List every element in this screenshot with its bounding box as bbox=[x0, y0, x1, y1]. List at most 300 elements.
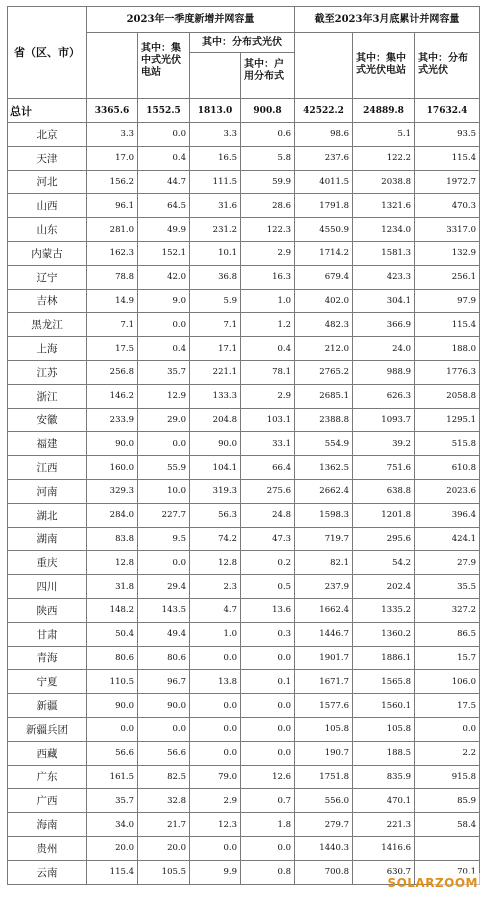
cum-distributed-cell: 85.9 bbox=[415, 789, 480, 813]
province-name-cell: 黑龙江 bbox=[8, 313, 87, 337]
new-centralized-cell: 143.5 bbox=[138, 598, 190, 622]
cum-centralized-cell: 1234.0 bbox=[353, 218, 415, 242]
cum-distributed-cell: 610.8 bbox=[415, 456, 480, 480]
new-household-cell: 0.0 bbox=[241, 717, 295, 741]
table-row bbox=[8, 598, 480, 622]
new-total-cell: 156.2 bbox=[87, 170, 138, 194]
new-household-cell: 2.9 bbox=[241, 241, 295, 265]
cum-total-cell: 556.0 bbox=[295, 789, 353, 813]
cum-distributed-cell: 1972.7 bbox=[415, 170, 480, 194]
new-household-cell: 13.6 bbox=[241, 598, 295, 622]
new-distributed-cell: 319.3 bbox=[190, 479, 241, 503]
new-distributed-cell: 9.9 bbox=[190, 860, 241, 884]
new-household-cell: 78.1 bbox=[241, 360, 295, 384]
new-distributed-cell: 5.9 bbox=[190, 289, 241, 313]
new-total-header-blank bbox=[87, 33, 138, 99]
province-name-cell: 西藏 bbox=[8, 741, 87, 765]
cum-total-cell: 1440.3 bbox=[295, 836, 353, 860]
cum-distributed-cell: 132.9 bbox=[415, 241, 480, 265]
new-household-cell: 1.8 bbox=[241, 813, 295, 837]
table-row bbox=[8, 575, 480, 599]
header-row-1 bbox=[8, 7, 480, 33]
province-name-cell: 北京 bbox=[8, 123, 87, 147]
table-row bbox=[8, 646, 480, 670]
cum-distributed-cell: 58.4 bbox=[415, 813, 480, 837]
cum-distributed-cell: 3317.0 bbox=[415, 218, 480, 242]
new-household-cell: 122.3 bbox=[241, 218, 295, 242]
cum-distributed-cell: 2.2 bbox=[415, 741, 480, 765]
distributed-new-header: 其中：分布式光伏 bbox=[190, 33, 295, 53]
province-name-cell: 云南 bbox=[8, 860, 87, 884]
province-name-cell: 辽宁 bbox=[8, 265, 87, 289]
new-total-cell: 20.0 bbox=[87, 836, 138, 860]
province-name-cell: 天津 bbox=[8, 146, 87, 170]
cum-total-cell: 482.3 bbox=[295, 313, 353, 337]
cum-centralized-cell: 366.9 bbox=[353, 313, 415, 337]
new-total-cell: 90.0 bbox=[87, 694, 138, 718]
new-distributed-cell: 13.8 bbox=[190, 670, 241, 694]
new-household-cell: 66.4 bbox=[241, 456, 295, 480]
table-row bbox=[8, 170, 480, 194]
cum-distributed-cell: 327.2 bbox=[415, 598, 480, 622]
cum-centralized-cell: 24889.8 bbox=[353, 99, 415, 123]
cum-centralized-cell: 1093.7 bbox=[353, 408, 415, 432]
new-centralized-cell: 44.7 bbox=[138, 170, 190, 194]
table-row bbox=[8, 218, 480, 242]
new-distributed-cell: 1.0 bbox=[190, 622, 241, 646]
cum-total-cell: 1751.8 bbox=[295, 765, 353, 789]
new-household-cell: 900.8 bbox=[241, 99, 295, 123]
new-distributed-cell: 2.3 bbox=[190, 575, 241, 599]
new-centralized-cell: 90.0 bbox=[138, 694, 190, 718]
table-row bbox=[8, 789, 480, 813]
new-centralized-cell: 0.4 bbox=[138, 146, 190, 170]
new-total-cell: 17.0 bbox=[87, 146, 138, 170]
new-distributed-cell: 111.5 bbox=[190, 170, 241, 194]
cum-total-cell: 1791.8 bbox=[295, 194, 353, 218]
province-name-cell: 河北 bbox=[8, 170, 87, 194]
centralized-cum-header: 其中：集中式光伏电站 bbox=[353, 33, 415, 99]
new-centralized-cell: 42.0 bbox=[138, 265, 190, 289]
new-centralized-cell: 9.0 bbox=[138, 289, 190, 313]
cum-total-cell: 4011.5 bbox=[295, 170, 353, 194]
cum-centralized-cell: 638.8 bbox=[353, 479, 415, 503]
cum-centralized-cell: 304.1 bbox=[353, 289, 415, 313]
province-name-cell: 河南 bbox=[8, 479, 87, 503]
cum-centralized-cell: 5.1 bbox=[353, 123, 415, 147]
table-row bbox=[8, 337, 480, 361]
solarzoom-watermark: SOLARZOOM bbox=[387, 876, 478, 890]
cum-distributed-cell: 35.5 bbox=[415, 575, 480, 599]
new-household-cell: 0.0 bbox=[241, 836, 295, 860]
cum-distributed-cell: 515.8 bbox=[415, 432, 480, 456]
new-total-cell: 162.3 bbox=[87, 241, 138, 265]
new-total-cell: 284.0 bbox=[87, 503, 138, 527]
new-centralized-cell: 35.7 bbox=[138, 360, 190, 384]
cum-centralized-cell: 295.6 bbox=[353, 527, 415, 551]
new-total-cell: 110.5 bbox=[87, 670, 138, 694]
cum-total-cell: 190.7 bbox=[295, 741, 353, 765]
new-total-cell: 329.3 bbox=[87, 479, 138, 503]
cum-distributed-cell: 2058.8 bbox=[415, 384, 480, 408]
new-household-cell: 28.6 bbox=[241, 194, 295, 218]
cumulative-capacity-group-header: 截至2023年3月底累计并网容量 bbox=[295, 7, 480, 33]
new-total-cell: 83.8 bbox=[87, 527, 138, 551]
cum-total-cell: 679.4 bbox=[295, 265, 353, 289]
cum-distributed-cell: 106.0 bbox=[415, 670, 480, 694]
cum-total-cell: 1446.7 bbox=[295, 622, 353, 646]
new-household-cell: 0.4 bbox=[241, 337, 295, 361]
cum-centralized-cell: 188.5 bbox=[353, 741, 415, 765]
cum-total-cell: 237.6 bbox=[295, 146, 353, 170]
new-household-cell: 0.6 bbox=[241, 123, 295, 147]
new-total-cell: 7.1 bbox=[87, 313, 138, 337]
pv-capacity-table bbox=[7, 6, 480, 885]
new-centralized-cell: 0.0 bbox=[138, 313, 190, 337]
cum-total-cell: 2685.1 bbox=[295, 384, 353, 408]
cum-centralized-cell: 988.9 bbox=[353, 360, 415, 384]
new-centralized-cell: 56.6 bbox=[138, 741, 190, 765]
new-total-cell: 80.6 bbox=[87, 646, 138, 670]
new-distributed-cell: 4.7 bbox=[190, 598, 241, 622]
province-name-cell: 海南 bbox=[8, 813, 87, 837]
cum-distributed-cell: 115.4 bbox=[415, 146, 480, 170]
province-name-cell: 广东 bbox=[8, 765, 87, 789]
table-row bbox=[8, 146, 480, 170]
table-body bbox=[8, 7, 480, 885]
province-name-cell: 青海 bbox=[8, 646, 87, 670]
cum-centralized-cell: 1360.2 bbox=[353, 622, 415, 646]
table-row bbox=[8, 622, 480, 646]
new-capacity-group-header: 2023年一季度新增并网容量 bbox=[87, 7, 295, 33]
table-row bbox=[8, 194, 480, 218]
cum-centralized-cell: 24.0 bbox=[353, 337, 415, 361]
cum-total-cell: 1598.3 bbox=[295, 503, 353, 527]
new-household-cell: 0.5 bbox=[241, 575, 295, 599]
new-centralized-cell: 20.0 bbox=[138, 836, 190, 860]
cum-centralized-cell: 1886.1 bbox=[353, 646, 415, 670]
table-row bbox=[8, 551, 480, 575]
new-centralized-cell: 0.0 bbox=[138, 123, 190, 147]
cum-distributed-cell: 17632.4 bbox=[415, 99, 480, 123]
new-household-cell: 24.8 bbox=[241, 503, 295, 527]
cum-centralized-cell: 1560.1 bbox=[353, 694, 415, 718]
cum-total-cell: 4550.9 bbox=[295, 218, 353, 242]
province-name-cell: 四川 bbox=[8, 575, 87, 599]
new-distributed-cell: 36.8 bbox=[190, 265, 241, 289]
cum-centralized-cell: 470.1 bbox=[353, 789, 415, 813]
cum-distributed-cell: 15.7 bbox=[415, 646, 480, 670]
new-total-cell: 17.5 bbox=[87, 337, 138, 361]
new-centralized-cell: 96.7 bbox=[138, 670, 190, 694]
new-total-cell: 78.8 bbox=[87, 265, 138, 289]
new-total-cell: 96.1 bbox=[87, 194, 138, 218]
province-name-cell: 浙江 bbox=[8, 384, 87, 408]
new-household-cell: 2.9 bbox=[241, 384, 295, 408]
new-distributed-cell: 221.1 bbox=[190, 360, 241, 384]
new-household-cell: 275.6 bbox=[241, 479, 295, 503]
new-household-cell: 12.6 bbox=[241, 765, 295, 789]
cum-distributed-cell: 470.3 bbox=[415, 194, 480, 218]
new-centralized-cell: 82.5 bbox=[138, 765, 190, 789]
new-household-cell: 0.1 bbox=[241, 670, 295, 694]
new-total-cell: 14.9 bbox=[87, 289, 138, 313]
province-name-cell: 广西 bbox=[8, 789, 87, 813]
new-distributed-cell: 17.1 bbox=[190, 337, 241, 361]
cum-total-cell: 402.0 bbox=[295, 289, 353, 313]
cum-total-cell: 212.0 bbox=[295, 337, 353, 361]
table-row bbox=[8, 456, 480, 480]
province-name-cell: 内蒙古 bbox=[8, 241, 87, 265]
cum-total-cell: 105.8 bbox=[295, 717, 353, 741]
cum-distributed-cell: 256.1 bbox=[415, 265, 480, 289]
cum-total-cell: 719.7 bbox=[295, 527, 353, 551]
new-total-cell: 35.7 bbox=[87, 789, 138, 813]
province-name-cell: 甘肃 bbox=[8, 622, 87, 646]
new-household-cell: 33.1 bbox=[241, 432, 295, 456]
new-household-cell: 103.1 bbox=[241, 408, 295, 432]
table-row bbox=[8, 741, 480, 765]
new-distributed-cell: 12.3 bbox=[190, 813, 241, 837]
new-distributed-cell: 3.3 bbox=[190, 123, 241, 147]
new-total-cell: 161.5 bbox=[87, 765, 138, 789]
new-total-cell: 281.0 bbox=[87, 218, 138, 242]
cum-total-cell: 279.7 bbox=[295, 813, 353, 837]
province-name-cell: 贵州 bbox=[8, 836, 87, 860]
new-household-cell: 0.0 bbox=[241, 741, 295, 765]
new-centralized-cell: 0.0 bbox=[138, 551, 190, 575]
cum-centralized-cell: 1565.8 bbox=[353, 670, 415, 694]
cum-total-cell: 2662.4 bbox=[295, 479, 353, 503]
cum-total-cell: 237.9 bbox=[295, 575, 353, 599]
cum-total-header-blank bbox=[295, 33, 353, 99]
province-name-cell: 湖南 bbox=[8, 527, 87, 551]
new-centralized-cell: 64.5 bbox=[138, 194, 190, 218]
cum-total-cell: 1901.7 bbox=[295, 646, 353, 670]
new-total-cell: 115.4 bbox=[87, 860, 138, 884]
table-row bbox=[8, 360, 480, 384]
new-total-cell: 146.2 bbox=[87, 384, 138, 408]
new-centralized-cell: 29.0 bbox=[138, 408, 190, 432]
new-total-cell: 34.0 bbox=[87, 813, 138, 837]
table-row bbox=[8, 408, 480, 432]
cum-centralized-cell: 54.2 bbox=[353, 551, 415, 575]
province-name-cell: 福建 bbox=[8, 432, 87, 456]
cum-centralized-cell: 2038.8 bbox=[353, 170, 415, 194]
cum-centralized-cell: 221.3 bbox=[353, 813, 415, 837]
new-total-cell: 12.8 bbox=[87, 551, 138, 575]
cum-distributed-cell bbox=[415, 836, 480, 860]
cum-total-cell: 1362.5 bbox=[295, 456, 353, 480]
table-row bbox=[8, 527, 480, 551]
cum-distributed-cell: 915.8 bbox=[415, 765, 480, 789]
new-distributed-cell: 79.0 bbox=[190, 765, 241, 789]
cum-distributed-cell: 93.5 bbox=[415, 123, 480, 147]
cum-centralized-cell: 423.3 bbox=[353, 265, 415, 289]
table-row bbox=[8, 694, 480, 718]
cum-centralized-cell: 630.7 bbox=[353, 860, 415, 884]
new-total-cell: 31.8 bbox=[87, 575, 138, 599]
distributed-cum-header: 其中：分布式光伏 bbox=[415, 33, 480, 99]
new-total-cell: 160.0 bbox=[87, 456, 138, 480]
new-distributed-cell: 1813.0 bbox=[190, 99, 241, 123]
new-household-cell: 0.0 bbox=[241, 694, 295, 718]
table-row bbox=[8, 717, 480, 741]
province-name-cell: 新疆兵团 bbox=[8, 717, 87, 741]
new-centralized-cell: 105.5 bbox=[138, 860, 190, 884]
new-household-cell: 0.2 bbox=[241, 551, 295, 575]
province-name-cell: 山东 bbox=[8, 218, 87, 242]
new-centralized-cell: 1552.5 bbox=[138, 99, 190, 123]
cum-total-cell: 554.9 bbox=[295, 432, 353, 456]
table-row bbox=[8, 241, 480, 265]
cum-distributed-cell: 97.9 bbox=[415, 289, 480, 313]
new-household-cell: 0.8 bbox=[241, 860, 295, 884]
cum-distributed-cell: 1776.3 bbox=[415, 360, 480, 384]
cum-distributed-cell: 188.0 bbox=[415, 337, 480, 361]
cum-distributed-cell: 86.5 bbox=[415, 622, 480, 646]
province-name-cell: 江苏 bbox=[8, 360, 87, 384]
capacity-table-wrapper bbox=[7, 6, 479, 885]
cum-centralized-cell: 1201.8 bbox=[353, 503, 415, 527]
cum-total-cell: 82.1 bbox=[295, 551, 353, 575]
cum-centralized-cell: 1321.6 bbox=[353, 194, 415, 218]
new-total-cell: 3.3 bbox=[87, 123, 138, 147]
new-centralized-cell: 152.1 bbox=[138, 241, 190, 265]
new-distributed-cell: 133.3 bbox=[190, 384, 241, 408]
cum-distributed-cell: 424.1 bbox=[415, 527, 480, 551]
cum-distributed-cell: 2023.6 bbox=[415, 479, 480, 503]
new-household-cell: 5.8 bbox=[241, 146, 295, 170]
new-household-cell: 1.2 bbox=[241, 313, 295, 337]
province-name-cell: 重庆 bbox=[8, 551, 87, 575]
new-distributed-cell: 231.2 bbox=[190, 218, 241, 242]
new-total-cell: 90.0 bbox=[87, 432, 138, 456]
table-row bbox=[8, 813, 480, 837]
new-distributed-cell: 204.8 bbox=[190, 408, 241, 432]
new-total-cell: 148.2 bbox=[87, 598, 138, 622]
new-total-cell: 56.6 bbox=[87, 741, 138, 765]
new-centralized-cell: 0.0 bbox=[138, 432, 190, 456]
table-row bbox=[8, 123, 480, 147]
province-name-cell: 宁夏 bbox=[8, 670, 87, 694]
new-household-cell: 1.0 bbox=[241, 289, 295, 313]
new-distributed-cell: 90.0 bbox=[190, 432, 241, 456]
new-total-cell: 3365.6 bbox=[87, 99, 138, 123]
new-centralized-cell: 0.0 bbox=[138, 717, 190, 741]
cum-distributed-cell: 0.0 bbox=[415, 717, 480, 741]
province-name-cell: 江西 bbox=[8, 456, 87, 480]
new-centralized-cell: 32.8 bbox=[138, 789, 190, 813]
province-name-cell: 总计 bbox=[8, 99, 87, 123]
new-distributed-cell: 74.2 bbox=[190, 527, 241, 551]
cum-centralized-cell: 1416.6 bbox=[353, 836, 415, 860]
table-row bbox=[8, 384, 480, 408]
new-household-cell: 0.0 bbox=[241, 646, 295, 670]
table-row bbox=[8, 265, 480, 289]
new-distributed-cell: 12.8 bbox=[190, 551, 241, 575]
new-household-cell: 47.3 bbox=[241, 527, 295, 551]
table-row bbox=[8, 670, 480, 694]
cum-distributed-cell: 17.5 bbox=[415, 694, 480, 718]
new-total-cell: 233.9 bbox=[87, 408, 138, 432]
new-total-cell: 0.0 bbox=[87, 717, 138, 741]
cum-centralized-cell: 39.2 bbox=[353, 432, 415, 456]
new-distributed-cell: 0.0 bbox=[190, 646, 241, 670]
province-name-cell: 山西 bbox=[8, 194, 87, 218]
new-household-cell: 59.9 bbox=[241, 170, 295, 194]
table-row bbox=[8, 836, 480, 860]
province-header: 省（区、市） bbox=[8, 7, 87, 99]
new-distributed-cell: 104.1 bbox=[190, 456, 241, 480]
province-name-cell: 湖北 bbox=[8, 503, 87, 527]
new-household-cell: 0.7 bbox=[241, 789, 295, 813]
new-centralized-cell: 0.4 bbox=[138, 337, 190, 361]
cum-total-cell: 42522.2 bbox=[295, 99, 353, 123]
new-distributed-cell: 0.0 bbox=[190, 836, 241, 860]
new-total-cell: 256.8 bbox=[87, 360, 138, 384]
new-distributed-cell: 16.5 bbox=[190, 146, 241, 170]
new-household-cell: 0.3 bbox=[241, 622, 295, 646]
cum-centralized-cell: 1335.2 bbox=[353, 598, 415, 622]
new-distributed-cell: 7.1 bbox=[190, 313, 241, 337]
new-centralized-cell: 49.4 bbox=[138, 622, 190, 646]
cum-total-cell: 1671.7 bbox=[295, 670, 353, 694]
cum-distributed-cell: 115.4 bbox=[415, 313, 480, 337]
table-row bbox=[8, 479, 480, 503]
new-centralized-cell: 29.4 bbox=[138, 575, 190, 599]
new-distributed-cell: 0.0 bbox=[190, 717, 241, 741]
cum-total-cell: 1714.2 bbox=[295, 241, 353, 265]
table-row bbox=[8, 432, 480, 456]
cum-total-cell: 98.6 bbox=[295, 123, 353, 147]
new-centralized-cell: 12.9 bbox=[138, 384, 190, 408]
cum-total-cell: 700.8 bbox=[295, 860, 353, 884]
province-name-cell: 陕西 bbox=[8, 598, 87, 622]
cum-centralized-cell: 751.6 bbox=[353, 456, 415, 480]
cum-centralized-cell: 626.3 bbox=[353, 384, 415, 408]
table-row bbox=[8, 503, 480, 527]
new-centralized-cell: 227.7 bbox=[138, 503, 190, 527]
cum-total-cell: 1577.6 bbox=[295, 694, 353, 718]
table-row bbox=[8, 313, 480, 337]
cum-distributed-cell: 396.4 bbox=[415, 503, 480, 527]
new-distributed-cell: 56.3 bbox=[190, 503, 241, 527]
household-new-header: 其中：户用分布式 bbox=[241, 53, 295, 99]
cum-centralized-cell: 1581.3 bbox=[353, 241, 415, 265]
cum-total-cell: 2388.8 bbox=[295, 408, 353, 432]
province-name-cell: 安徽 bbox=[8, 408, 87, 432]
new-centralized-cell: 9.5 bbox=[138, 527, 190, 551]
new-distributed-cell: 31.6 bbox=[190, 194, 241, 218]
new-centralized-cell: 55.9 bbox=[138, 456, 190, 480]
table-row bbox=[8, 765, 480, 789]
total-row bbox=[8, 99, 480, 123]
table-row bbox=[8, 289, 480, 313]
cum-centralized-cell: 835.9 bbox=[353, 765, 415, 789]
cum-total-cell: 1662.4 bbox=[295, 598, 353, 622]
cum-centralized-cell: 122.2 bbox=[353, 146, 415, 170]
new-distributed-cell: 0.0 bbox=[190, 741, 241, 765]
new-centralized-cell: 49.9 bbox=[138, 218, 190, 242]
cum-distributed-cell: 27.9 bbox=[415, 551, 480, 575]
province-name-cell: 新疆 bbox=[8, 694, 87, 718]
new-centralized-cell: 80.6 bbox=[138, 646, 190, 670]
new-distributed-cell: 2.9 bbox=[190, 789, 241, 813]
new-total-cell: 50.4 bbox=[87, 622, 138, 646]
province-name-cell: 上海 bbox=[8, 337, 87, 361]
new-household-cell: 16.3 bbox=[241, 265, 295, 289]
